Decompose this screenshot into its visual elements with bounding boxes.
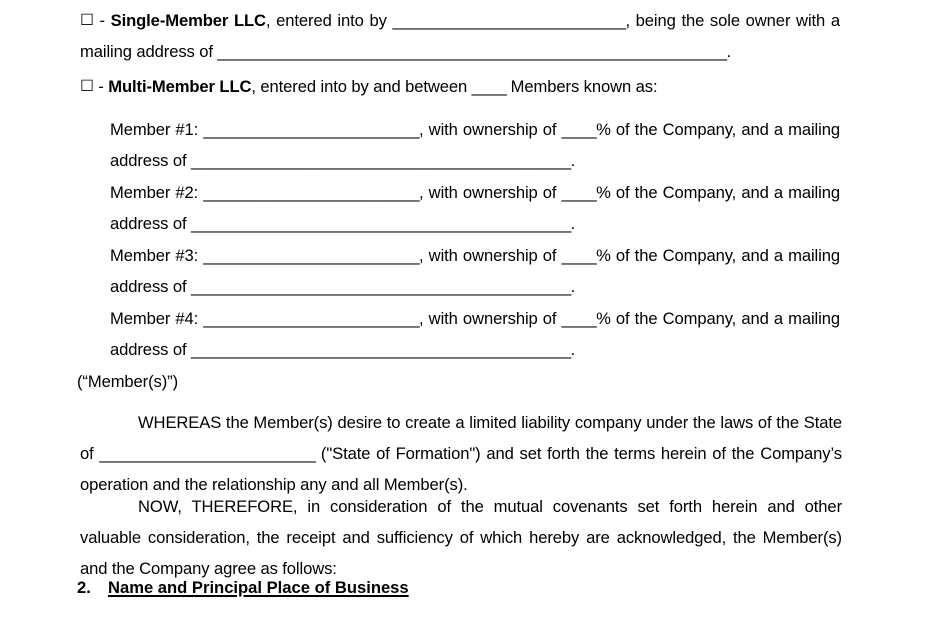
now-therefore-text: NOW, THEREFORE, in consideration of the mutual covenants set forth herein and other valuable consideration, the receipt and sufficiency of which hereby are acknowledged, the Member(s) and the Company agree as follows: (80, 497, 842, 578)
paragraph-now-therefore (80, 491, 842, 584)
state-of-formation-blank[interactable]: _________________________ (99, 444, 316, 463)
paragraph-whereas (80, 407, 842, 500)
member-1-text-end: . (570, 151, 576, 170)
member-3-address-blank[interactable]: ____________________________________________ (191, 277, 571, 296)
section-heading-2 (77, 576, 409, 600)
member-4-text-end: . (570, 340, 576, 359)
member-4-text-mid: , with ownership of (419, 309, 562, 328)
multi-member-text-after-label: , entered into by and between (251, 77, 472, 96)
single-member-text-end: . (726, 42, 731, 61)
single-member-text-after-label: , entered into by (265, 11, 393, 30)
whereas-tail-text: ("State of Formation") and set forth the terms herein of the Company’s operation and the relationship any and all Member(s). (80, 444, 842, 494)
member-1-text-after-percent: % of the Company, and a mailing address of (110, 120, 840, 170)
entity-option-single-member (80, 5, 840, 67)
single-member-label: Single-Member LLC (110, 11, 266, 30)
member-3-text-mid: , with ownership of (419, 246, 562, 265)
section-title: Name and Principal Place of Business (108, 578, 409, 597)
member-row-1 (110, 114, 840, 176)
member-2-label: Member #2: (110, 183, 204, 202)
member-4-text-after-percent: % of the Company, and a mailing address of (110, 309, 840, 359)
multi-member-separator: - (93, 77, 109, 96)
member-4-address-blank[interactable]: ____________________________________________ (191, 340, 571, 359)
whereas-lead-text: WHEREAS the Member(s) desire to create a limited liability company under the laws of the State of (80, 413, 842, 463)
single-member-separator: - (93, 11, 111, 30)
member-1-address-blank[interactable]: ____________________________________________ (191, 151, 571, 170)
member-row-2 (110, 177, 840, 239)
entity-option-multi-member (80, 71, 840, 102)
member-4-percent-blank[interactable]: ____ (561, 309, 597, 328)
single-member-address-blank[interactable]: ___________________________________________________________ (217, 42, 727, 61)
multi-member-text-end: Members known as: (506, 77, 658, 96)
member-row-3 (110, 240, 840, 302)
member-2-percent-blank[interactable]: ____ (561, 183, 597, 202)
member-3-text-after-percent: % of the Company, and a mailing address of (110, 246, 840, 296)
member-2-name-blank[interactable]: _________________________ (203, 183, 420, 202)
section-number: 2. (77, 578, 91, 597)
multi-member-label: Multi-Member LLC (108, 77, 252, 96)
defined-term-members: (“Member(s)”) (77, 372, 179, 391)
member-1-text-mid: , with ownership of (419, 120, 562, 139)
member-1-name-blank[interactable]: _________________________ (203, 120, 420, 139)
member-2-text-after-percent: % of the Company, and a mailing address of (110, 183, 840, 233)
member-3-text-end: . (570, 277, 576, 296)
member-4-name-blank[interactable]: _________________________ (203, 309, 420, 328)
single-member-text-mid: , being the sole owner with a mailing address of (80, 11, 840, 61)
member-2-text-end: . (570, 214, 576, 233)
member-3-percent-blank[interactable]: ____ (561, 246, 597, 265)
member-row-4 (110, 303, 840, 365)
member-2-text-mid: , with ownership of (419, 183, 562, 202)
member-3-name-blank[interactable]: _________________________ (203, 246, 420, 265)
member-2-address-blank[interactable]: ____________________________________________ (191, 214, 571, 233)
member-1-percent-blank[interactable]: ____ (561, 120, 597, 139)
member-1-label: Member #1: (110, 120, 204, 139)
checkbox-multi-member-icon[interactable]: ☐ (80, 77, 94, 95)
single-member-owner-blank[interactable]: ___________________________ (392, 11, 626, 30)
member-3-label: Member #3: (110, 246, 204, 265)
member-4-label: Member #4: (110, 309, 204, 328)
checkbox-single-member-icon[interactable]: ☐ (80, 11, 94, 29)
multi-member-count-blank[interactable]: ____ (471, 77, 507, 96)
